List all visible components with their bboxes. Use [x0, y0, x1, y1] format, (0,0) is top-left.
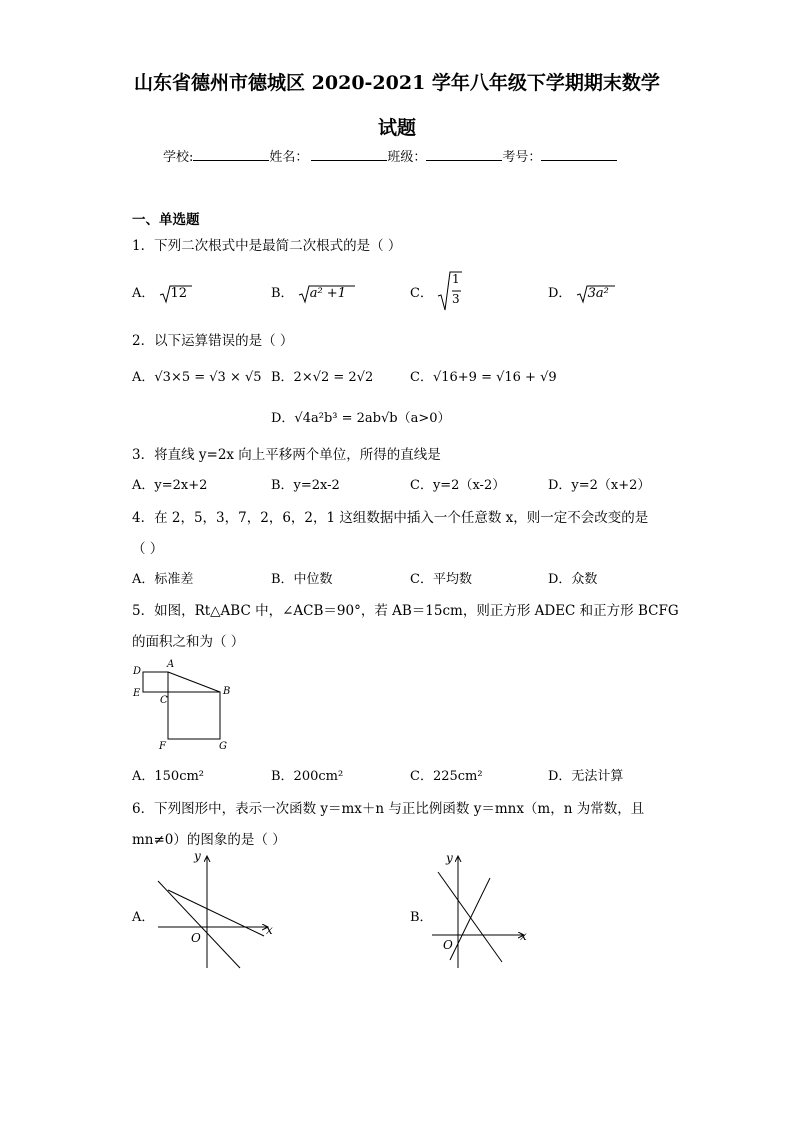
- q2-option-a: A．√3×5 = √3 × √5: [132, 370, 262, 385]
- q3-option-a: A．y=2x+2: [132, 478, 208, 493]
- question-5-stem-line1: 5．如图，Rt△ABC 中，∠ACB＝90°，若 AB＝15cm，则正方形 ADEC 和正方形 BCFG: [132, 603, 679, 619]
- label-g: G: [219, 741, 227, 752]
- class-blank[interactable]: [426, 148, 502, 161]
- line-shallow: [168, 890, 264, 936]
- q4-option-d: D．众数: [548, 572, 598, 587]
- name-blank[interactable]: [311, 148, 387, 161]
- section-heading: 一、单选题: [132, 212, 200, 228]
- q1-a-expr: 12: [170, 286, 188, 301]
- q1-option-b: [271, 282, 346, 304]
- document-title-line2: 试题: [377, 117, 416, 139]
- label-b: B: [223, 686, 231, 697]
- q1-option-d-label: D．: [548, 286, 572, 301]
- label-a: A: [167, 659, 175, 670]
- document-title-line1: 山东省德州市德城区 2020-2021 学年八年级下学期期末数学: [134, 72, 660, 94]
- q1-option-a-label: A．: [132, 286, 155, 301]
- q2-option-c: C．√16+9 = √16 + √9: [410, 370, 557, 385]
- q6-option-a: A．: [132, 910, 155, 925]
- q1-option-c: [410, 270, 463, 312]
- q2-option-d: D．√4a²b³ = 2ab√b（a>0）: [271, 411, 451, 426]
- question-2-stem: 2．以下运算错误的是（ ）: [132, 333, 294, 349]
- question-1-stem: 1．下列二次根式中是最简二次根式的是（ ）: [132, 238, 402, 254]
- q2-option-b: B．2×√2 = 2√2: [271, 370, 374, 385]
- label-e: E: [133, 688, 141, 699]
- q5-option-a: A．150cm²: [132, 769, 205, 784]
- question-4-stem-line1: 4．在 2，5，3，7，2，6，2，1 这组数据中插入一个任意数 x，则一定不会改变的是: [132, 510, 649, 526]
- q3-option-b: B．y=2x-2: [271, 478, 340, 493]
- q1-c-denominator: 3: [452, 292, 460, 306]
- q5-option-c: C．225cm²: [410, 769, 483, 784]
- q5-geometry-figure: [128, 656, 238, 756]
- y-axis-label: y: [446, 851, 453, 865]
- x-axis-label: x: [520, 929, 527, 943]
- q1-d-expr: 3a²: [587, 286, 609, 301]
- q5-option-d: D．无法计算: [548, 769, 624, 784]
- q4-option-a: A．标准差: [132, 572, 194, 587]
- question-4-stem-line2: （ ）: [132, 541, 164, 557]
- q1-c-numerator: 1: [452, 272, 460, 286]
- origin-label: O: [191, 931, 201, 945]
- q3-option-d: D．y=2（x+2）: [548, 478, 651, 493]
- segment-ab: [168, 672, 220, 692]
- q6-graph-b: [428, 848, 533, 973]
- q4-option-c: C．平均数: [410, 572, 472, 587]
- q1-option-c-label: C．: [410, 286, 433, 301]
- question-3-stem: 3．将直线 y=2x 向上平移两个单位，所得的直线是: [132, 447, 441, 463]
- q5-option-b: B．200cm²: [271, 769, 344, 784]
- student-info-line: [163, 146, 617, 165]
- question-6-stem-line2: mn≠0）的图象的是（ ）: [132, 832, 286, 848]
- q1-b-expr: a² +1: [309, 286, 346, 301]
- line-steep: [158, 881, 240, 968]
- line-increasing: [450, 878, 490, 960]
- exam-no-blank[interactable]: [541, 148, 617, 161]
- label-d: D: [133, 666, 142, 677]
- square-bcfg: [168, 692, 220, 739]
- y-axis-label: y: [194, 849, 201, 863]
- q4-option-b: B．中位数: [271, 572, 333, 587]
- square-adec: [143, 672, 168, 692]
- x-axis-label: x: [266, 923, 273, 937]
- exam-no-label: 考号：: [502, 150, 542, 165]
- q6-option-b: B．: [410, 910, 433, 925]
- question-6-stem-line1: 6．下列图形中，表示一次函数 y＝mx＋n 与正比例函数 y＝mnx（m，n 为常数，且: [132, 801, 645, 817]
- q3-option-c: C．y=2（x-2）: [410, 478, 506, 493]
- q1-option-b-label: B．: [271, 286, 294, 301]
- q1-option-d: [548, 282, 609, 304]
- label-c: C: [160, 695, 168, 706]
- class-label: 班级：: [387, 150, 427, 165]
- question-5-stem-line2: 的面积之和为（ ）: [132, 634, 245, 650]
- origin-label: O: [443, 938, 453, 952]
- school-blank[interactable]: [193, 148, 269, 161]
- school-label: 学校:: [163, 150, 194, 165]
- q1-option-a: [132, 282, 187, 304]
- name-label: 姓名：: [269, 150, 309, 165]
- q6-graph-a: [150, 848, 280, 973]
- label-f: F: [159, 741, 166, 752]
